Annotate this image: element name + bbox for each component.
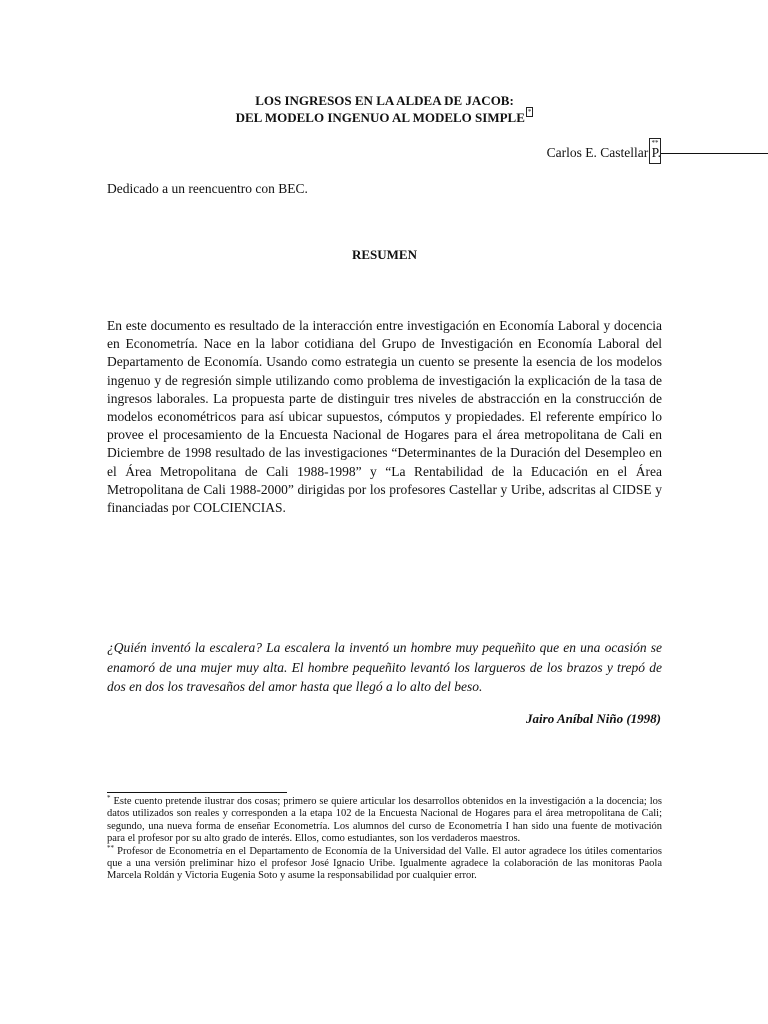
footnote-text: Profesor de Econometría en el Departamento de Economía de la Universidad del Valle. El autor agradece los útiles comentarios que a una versión preliminar hizo el profesor José Ignacio Uribe. Igualmente agradece la colaboración de las monitoras Paola Marcela Roldán y Victoria Eugenia Soto y asume la responsabilidad por cualquier error.	[107, 845, 662, 882]
title-footnote-marker[interactable]: *	[527, 108, 532, 116]
title-line-2	[107, 109, 662, 126]
author-rule	[661, 153, 768, 154]
footnote-mark: *	[107, 794, 111, 802]
author-footnote-marker[interactable]: **	[649, 138, 661, 164]
title-line-2-text: DEL MODELO INGENUO AL MODELO SIMPLE	[235, 110, 525, 125]
footnote-separator	[107, 792, 287, 793]
footnote-text: Este cuento pretende ilustrar dos cosas; primero se quiere articular los desarrollos obtenidos en la investigación a la docencia; los datos utilizados son reales y corresponden a la etapa 102 de la Encuesta Nacional de Hogares para el área metropolitana de Cali; segundo, una nueva forma de enseñar Econometría. Los alumnos del curso de Econometría I han sido una fuente de motivación para el profesor por su alto grado de interés. Ellos, como estudiantes, son los verdaderos maestros.	[107, 796, 662, 845]
abstract-paragraph: En este documento es resultado de la interacción entre investigación en Economía Laboral y docencia en Econometría. Nace en la labor cotidiana del Grupo de Investigación en Economía Laboral del Departamento de Economía. Usando como estrategia un cuento se presente la esencia de los modelos ingenuo y de regresión simple utilizando como problema de investigación la explicación de la tasa de ingresos laborales. La propuesta parte de distinguir tres niveles de abstracción en la construcción de modelos econométricos para así ubicar supuestos, cómputos y propiedades. El referente empírico lo provee el procesamiento de la Encuesta Nacional de Hogares para el área metropolitana de Cali en Diciembre de 1998 resultado de las investigaciones “Determinantes de la Duración del Desempleo en el Área Metropolitana de Cali 1988-1998” y “La Rentabilidad de la Educación en el Área Metropolitana de Cali 1988-2000” dirigidas por los profesores Castellar y Uribe, adscritas al CIDSE y financiadas por COLCIENCIAS.	[107, 318, 662, 516]
document-title	[107, 92, 662, 126]
title-line-1: LOS INGRESOS EN LA ALDEA DE JACOB:	[255, 93, 514, 108]
dedication: Dedicado a un reencuentro con BEC.	[107, 181, 308, 196]
footnotes	[107, 796, 662, 883]
footnote-mark: **	[107, 843, 114, 852]
epigraph: ¿Quién inventó la escalera? La escalera la inventó un hombre muy pequeñito que en una ocasión se enamoró de una mujer muy alta. El hombre pequeñito levantó los largueros de los brazos y trepó de dos en dos los travesaños del amor hasta que llegó a lo alto del beso.	[107, 640, 662, 694]
epigraph-author: Jairo Aníbal Niño (1998)	[526, 711, 661, 726]
footnote	[107, 796, 662, 846]
section-heading: RESUMEN	[351, 247, 417, 262]
author-name: Carlos E. Castellar P.	[546, 145, 661, 160]
footnote	[107, 843, 662, 883]
